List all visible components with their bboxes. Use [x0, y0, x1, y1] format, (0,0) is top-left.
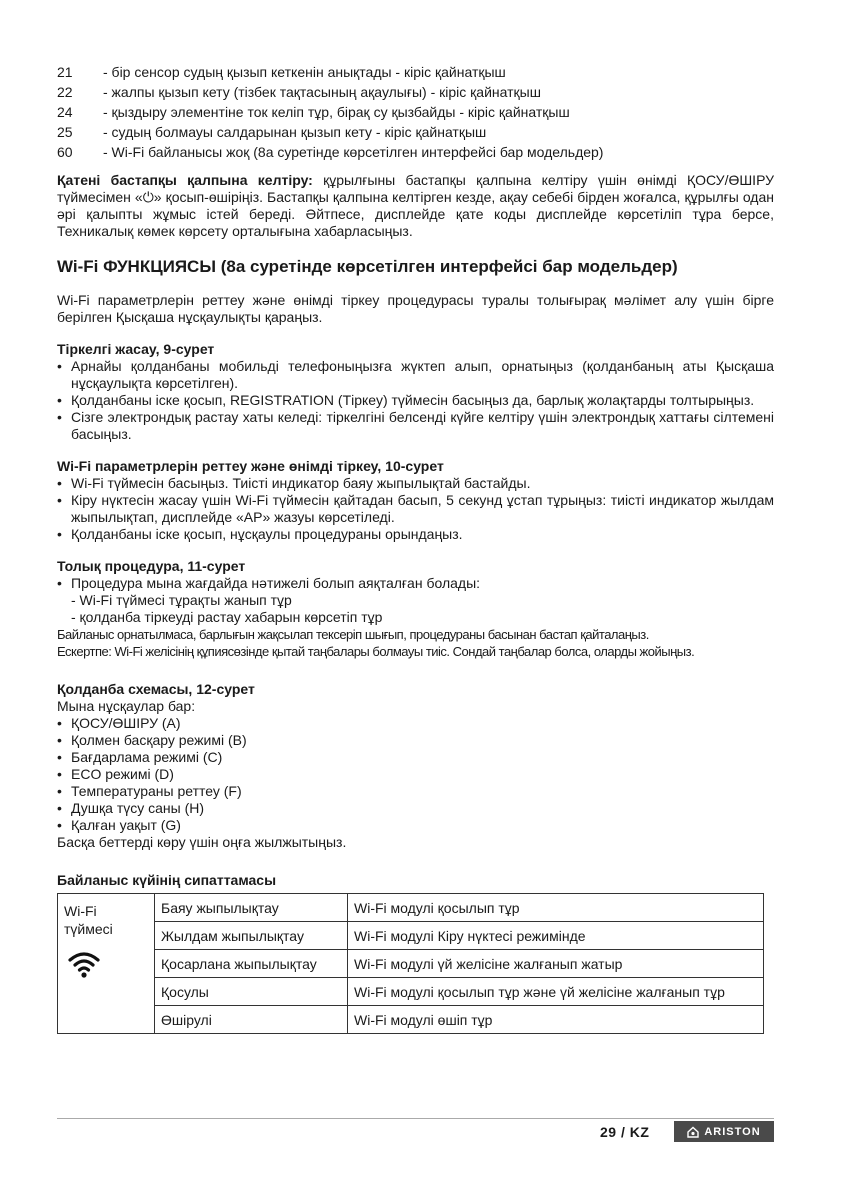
table-row	[58, 922, 764, 950]
state-cell: Қосарлана жыпылықтау	[155, 950, 348, 978]
meaning-cell: Wi-Fi модулі өшіп тұр	[348, 1006, 764, 1034]
meaning-cell: Wi-Fi модулі Кіру нүктесі режимінде	[348, 922, 764, 950]
list-item: • Кіру нүктесін жасау үшін Wi-Fi түймесін қайтадан басып, 5 секунд ұстап тұрыңыз: тиісті индикатор жылдам жыпылықтап, дисплейде «AP» жазуы көрсетіледі.	[57, 492, 774, 526]
setup-steps	[57, 475, 774, 543]
full-procedure-heading: Толық процедура, 11-сурет	[57, 558, 246, 574]
list-item: • Қалған уақыт (G)	[57, 817, 774, 834]
error-code-row: 60 - Wi-Fi байланысы жоқ (8а суретінде көрсетілген интерфейсі бар модельдер)	[57, 144, 604, 160]
state-cell: Баяу жыпылықтау	[155, 894, 348, 922]
wifi-intro: Wi-Fi параметрлерін реттеу және өнімді тіркеу процедурасы туралы толығырақ мәлімет алу үшін бірге берілген Қысқаша нұсқаулықты қараңыз.	[57, 292, 774, 325]
footer-divider	[57, 1118, 774, 1119]
list-item: • Арнайы қолданбаны мобильді телефоныңызға жүктеп алып, орнатыңыз (қолданбаның аты Қысқаша нұсқаулықта көрсетілген).	[57, 358, 774, 392]
full-procedure-list	[57, 575, 774, 592]
list-item: • Процедура мына жағдайда нәтижелі болып аяқталған болады:	[57, 575, 774, 592]
table-row	[58, 978, 764, 1006]
reset-label: Қатені бастапқы қалпына келтіру:	[57, 172, 313, 188]
error-code-list	[57, 62, 774, 162]
password-note: Ескертпе: Wi-Fi желісінің құпиясөзінде қытай таңбалары болмауы тиіс. Сондай таңбалар болса, оларды жойыңыз.	[57, 644, 695, 659]
error-code-row: 24 - қыздыру элементіне ток келіп тұр, бірақ су қызбайды - кіріс қайнатқыш	[57, 104, 570, 120]
reset-text: құрылғыны бастапқы қалпына келтіру үшін өнімді ҚОСУ/ӨШІРУ түймесімен «⏻» қосып-өшіріңіз. Бастапқы қалпына келтірген кезде, ақау себебі бірден жоғалса, құрылғы одан әрі қалыпты жұмыс істей береді. Әйтпесе, дисплейде қате коды дисплейде көрсетіліп тұра берсе, Техникалық көмек көрсету орталығына хабарласыңыз.	[57, 172, 774, 239]
brand-name: ARISTON	[704, 1125, 761, 1138]
wifi-button-label: Wi-Fi түймесі	[64, 903, 113, 937]
list-item: • Температураны реттеу (F)	[57, 783, 774, 800]
scheme-outro: Басқа беттерді көру үшін оңға жылжытыңыз.	[57, 834, 347, 850]
wifi-function-title: Wi-Fi ФУНКЦИЯСЫ (8а суретінде көрсетілген интерфейсі бар модельдер)	[57, 257, 678, 276]
account-heading: Тіркелгі жасау, 9-сурет	[57, 341, 215, 357]
status-table	[57, 893, 764, 1034]
retry-note: Байланыс орнатылмаса, барлығын жақсылап тексеріп шығып, процедураны басынан бастап қайталаңыз.	[57, 627, 649, 642]
setup-heading: Wi-Fi параметрлерін реттеу және өнімді тіркеу, 10-сурет	[57, 458, 444, 474]
sub-item: - Wi-Fi түймесі тұрақты жанып тұр	[71, 592, 292, 608]
scheme-intro: Мына нұсқаулар бар:	[57, 698, 196, 714]
wifi-icon	[68, 950, 100, 978]
table-row	[58, 1006, 764, 1034]
house-icon	[687, 1126, 699, 1138]
document-page	[57, 62, 774, 1034]
meaning-cell: Wi-Fi модулі қосылып тұр	[348, 894, 764, 922]
list-item: • Бағдарлама режимі (C)	[57, 749, 774, 766]
meaning-cell: Wi-Fi модулі үй желісіне жалғанып жатыр	[348, 950, 764, 978]
table-row	[58, 950, 764, 978]
list-item: • Wi-Fi түймесін басыңыз. Тиісті индикатор баяу жыпылықтай бастайды.	[57, 475, 774, 492]
state-cell: Қосулы	[155, 978, 348, 1006]
app-scheme-heading: Қолданба схемасы, 12-сурет	[57, 681, 255, 697]
list-item: • Қолмен басқару режимі (B)	[57, 732, 774, 749]
error-code-row: 22 - жалпы қызып кету (тізбек тақтасының ақаулығы) - кіріс қайнатқыш	[57, 84, 541, 100]
error-code-row: 25 - судың болмауы салдарынан қызып кету - кіріс қайнатқыш	[57, 124, 487, 140]
list-item: • ҚОСУ/ӨШІРУ (A)	[57, 715, 774, 732]
state-cell: Жылдам жыпылықтау	[155, 922, 348, 950]
list-item: • Сізге электрондық растау хаты келеді: тіркелгіні белсенді күйге келтіру үшін электрондық хаттағы сілтемені басыңыз.	[57, 409, 774, 443]
wifi-button-cell	[58, 894, 155, 1034]
page-number: 29 / KZ	[600, 1124, 650, 1140]
meaning-cell: Wi-Fi модулі қосылып тұр және үй желісіне жалғанып тұр	[348, 978, 764, 1006]
reset-paragraph	[57, 172, 774, 240]
error-code-row: 21 - бір сенсор судың қызып кеткенін анықтады - кіріс қайнатқыш	[57, 64, 506, 80]
state-cell: Өшірулі	[155, 1006, 348, 1034]
brand-logo	[674, 1121, 774, 1142]
scheme-list	[57, 715, 774, 834]
list-item: • Душқа түсу саны (H)	[57, 800, 774, 817]
account-steps	[57, 358, 774, 443]
table-row	[58, 894, 764, 922]
status-heading: Байланыс күйінің сипаттамасы	[57, 872, 277, 888]
sub-item: - қолданба тіркеуді растау хабарын көрсетіп тұр	[71, 609, 383, 625]
list-item: • Қолданбаны іске қосып, REGISTRATION (Тіркеу) түймесін басыңыз да, барлық жолақтарды толтырыңыз.	[57, 392, 774, 409]
list-item: • ECO режимі (D)	[57, 766, 774, 783]
list-item: • Қолданбаны іске қосып, нұсқаулы процедураны орындаңыз.	[57, 526, 774, 543]
